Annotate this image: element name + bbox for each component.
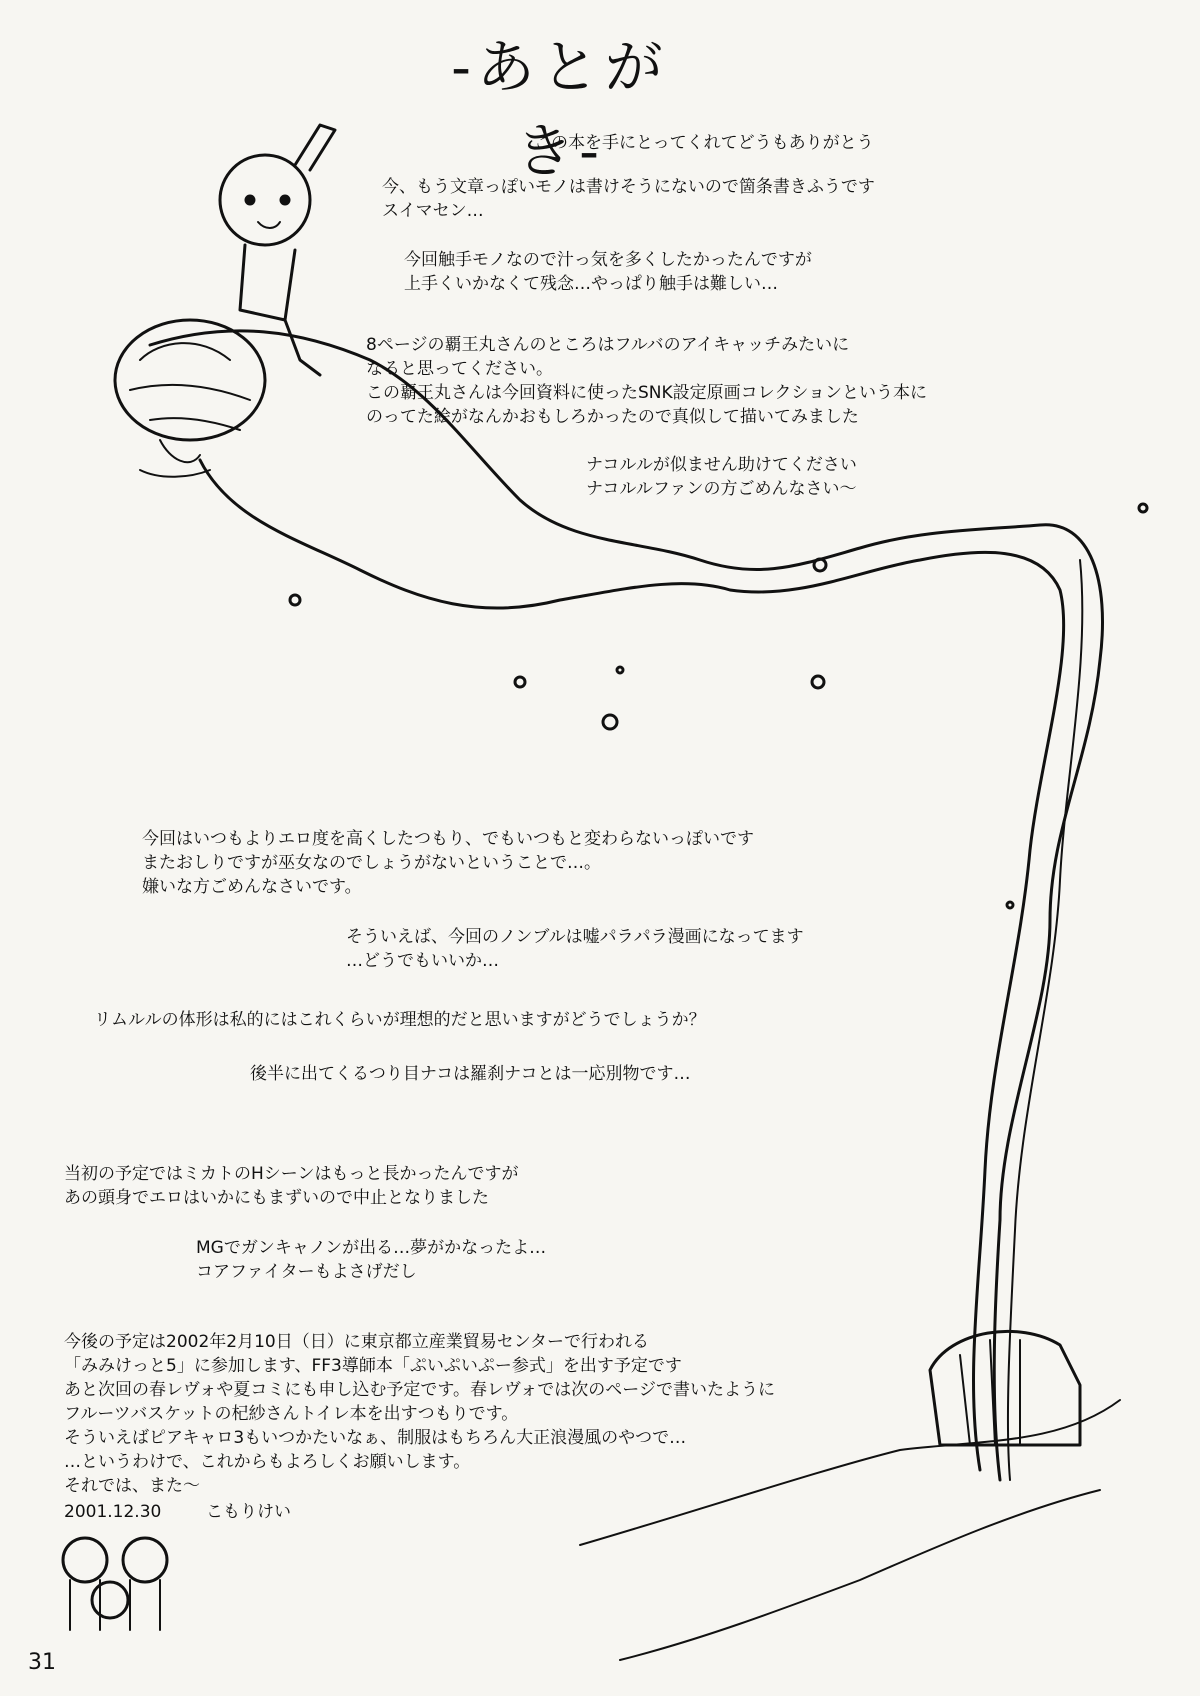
text-line: MGでガンキャノンが出る…夢がかなったよ…: [196, 1238, 547, 1258]
text-line: コアファイターもよさげだし: [196, 1262, 417, 1282]
text-line: 後半に出てくるつり目ナコは羅刹ナコとは一応別物です…: [250, 1064, 691, 1084]
chibi-character-head: [220, 155, 310, 245]
text-line: のってた絵がなんかおもしろかったので真似して描いてみました: [366, 407, 859, 427]
text-line: この覇王丸さんは今回資料に使ったSNK設定原画コレクションという本に: [366, 383, 927, 403]
text-line: なると思ってください。: [366, 359, 553, 379]
text-line: 上手くいかなくて残念…やっぱり触手は難しい…: [404, 274, 778, 294]
text-line: この本を手にとってくれてどうもありがとう: [534, 133, 874, 153]
text-line: 今回はいつもよりエロ度を高くしたつもり、でもいつもと変わらないっぽいです: [142, 829, 754, 849]
text-line: …どうでもいいか…: [346, 951, 499, 971]
hut-sketch: [930, 1331, 1080, 1445]
page-number: 31: [28, 1650, 56, 1675]
flowing-ribbon-outline: [150, 331, 1103, 1480]
signature-author: こもりけい: [206, 1502, 291, 1522]
rock-head-sketch: [115, 320, 265, 440]
text-line: またおしりですが巫女なのでしょうがないということで…。: [142, 853, 601, 873]
text-line: あと次回の春レヴォや夏コミにも申し込む予定です。春レヴォでは次のページで書いたように: [64, 1380, 775, 1400]
chibi-group-sketch: [63, 1538, 107, 1582]
text-line: 今、もう文章っぽいモノは書けそうにないので箇条書きふうです: [382, 177, 875, 197]
text-line: ナコルルファンの方ごめんなさい～: [586, 479, 857, 499]
text-line: スイマセン…: [382, 201, 484, 221]
text-line: …というわけで、これからもよろしくお願いします。: [64, 1452, 471, 1472]
text-line: 今後の予定は2002年2月10日（日）に東京都立産業貿易センターで行われる: [64, 1332, 650, 1352]
text-line: 「みみけっと5」に参加します、FF3導師本「ぷいぷいぷー参式」を出す予定です: [64, 1356, 682, 1376]
text-line: そういえばピアキャロ3もいつかたいなぁ、制服はもちろん大正浪漫風のやつで…: [64, 1428, 687, 1448]
signature-date: 2001.12.30: [64, 1502, 162, 1522]
text-line: そういえば、今回のノンブルは嘘パラパラ漫画になってます: [346, 927, 804, 947]
text-line: ナコルルが似ません助けてください: [586, 455, 857, 475]
text-line: 8ページの覇王丸さんのところはフルバのアイキャッチみたいに: [366, 335, 850, 355]
page-title: -あとがき-: [451, 33, 669, 185]
text-line: あの頭身でエロはいかにもまずいので中止となりました: [64, 1188, 489, 1208]
text-line: フルーツバスケットの杞紗さんトイレ本を出すつもりです。: [64, 1404, 519, 1424]
text-line: 今回触手モノなので汁っ気を多くしたかったんですが: [404, 250, 812, 270]
text-line: 嫌いな方ごめんなさいです。: [142, 877, 362, 897]
text-line: リムルルの体形は私的にはこれくらいが理想的だと思いますがどうでしょうか？: [94, 1010, 706, 1030]
text-line: それでは、また～: [64, 1476, 200, 1496]
text-line: 当初の予定ではミカトのHシーンはもっと長かったんですが: [64, 1164, 519, 1184]
